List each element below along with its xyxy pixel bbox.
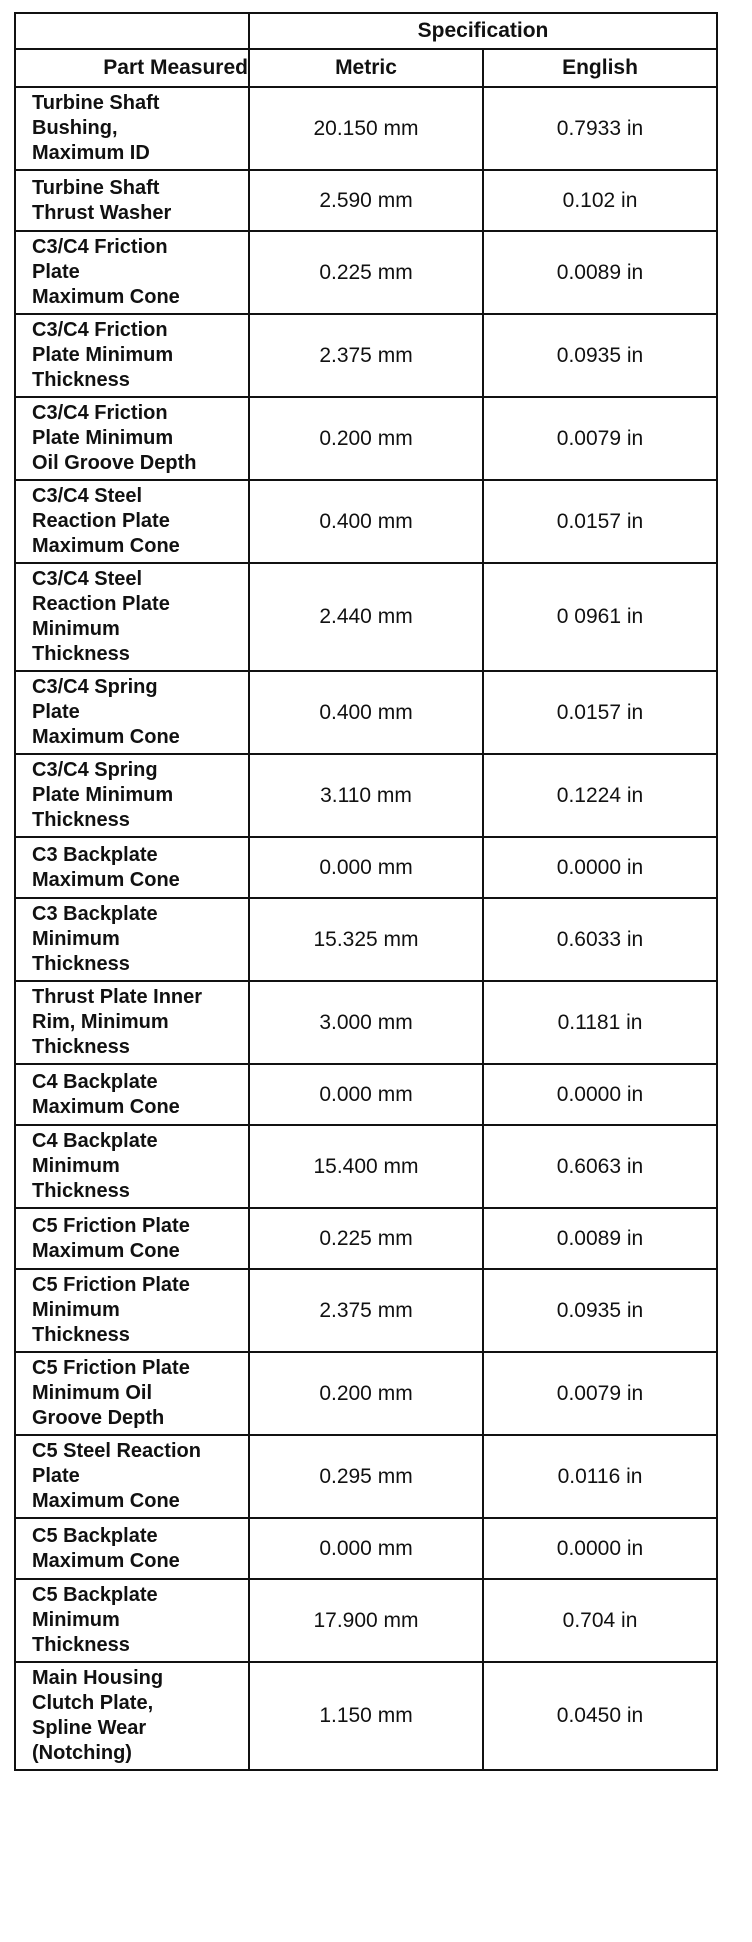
part-measured-cell: C3/C4 Friction Plate Minimum Thickness (15, 314, 249, 397)
part-measured-cell: C3 Backplate Minimum Thickness (15, 898, 249, 981)
english-value-cell: 0.0000 in (483, 1518, 717, 1579)
metric-value-cell: 3.110 mm (249, 754, 483, 837)
english-value-cell: 0.6063 in (483, 1125, 717, 1208)
english-value-cell: 0.0089 in (483, 1208, 717, 1269)
part-measured-cell: C5 Friction Plate Maximum Cone (15, 1208, 249, 1269)
part-measured-cell: C3/C4 Steel Reaction Plate Maximum Cone (15, 480, 249, 563)
table-row (15, 1269, 717, 1352)
metric-value-cell: 0.000 mm (249, 837, 483, 898)
part-measured-cell: C3/C4 Friction Plate Minimum Oil Groove Depth (15, 397, 249, 480)
metric-value-cell: 15.325 mm (249, 898, 483, 981)
english-value-cell: 0.0079 in (483, 397, 717, 480)
table-row (15, 231, 717, 314)
metric-value-cell: 20.150 mm (249, 87, 483, 170)
metric-value-cell: 3.000 mm (249, 981, 483, 1064)
english-value-cell: 0.0157 in (483, 671, 717, 754)
metric-value-cell: 2.590 mm (249, 170, 483, 231)
metric-value-cell: 0.000 mm (249, 1064, 483, 1125)
table-row (15, 981, 717, 1064)
english-value-cell: 0.0089 in (483, 231, 717, 314)
metric-value-cell: 2.440 mm (249, 563, 483, 671)
table-row (15, 397, 717, 480)
part-measured-cell: C4 Backplate Maximum Cone (15, 1064, 249, 1125)
table-row (15, 898, 717, 981)
english-value-cell: 0.0450 in (483, 1662, 717, 1770)
part-measured-cell: C5 Backplate Maximum Cone (15, 1518, 249, 1579)
header-empty-cell (15, 13, 249, 49)
specification-table (14, 12, 718, 1771)
table-row (15, 754, 717, 837)
english-value-cell: 0.0935 in (483, 1269, 717, 1352)
metric-value-cell: 0.225 mm (249, 1208, 483, 1269)
metric-value-cell: 0.200 mm (249, 1352, 483, 1435)
part-measured-cell: C5 Friction Plate Minimum Oil Groove Depth (15, 1352, 249, 1435)
metric-value-cell: 0.200 mm (249, 397, 483, 480)
part-measured-cell: C3/C4 Friction Plate Maximum Cone (15, 231, 249, 314)
table-row (15, 1125, 717, 1208)
part-measured-cell: Turbine Shaft Bushing, Maximum ID (15, 87, 249, 170)
part-measured-cell: C5 Friction Plate Minimum Thickness (15, 1269, 249, 1352)
part-measured-cell: C3/C4 Steel Reaction Plate Minimum Thickness (15, 563, 249, 671)
english-value-cell: 0.704 in (483, 1579, 717, 1662)
english-value-cell: 0.102 in (483, 170, 717, 231)
english-value-cell: 0.0000 in (483, 837, 717, 898)
table-row (15, 1352, 717, 1435)
english-value-cell: 0.0079 in (483, 1352, 717, 1435)
part-measured-cell: C5 Backplate Minimum Thickness (15, 1579, 249, 1662)
part-measured-cell: Main Housing Clutch Plate, Spline Wear (Notching) (15, 1662, 249, 1770)
table-header (15, 13, 717, 87)
part-measured-cell: C4 Backplate Minimum Thickness (15, 1125, 249, 1208)
english-value-cell: 0.7933 in (483, 87, 717, 170)
metric-value-cell: 2.375 mm (249, 314, 483, 397)
part-measured-cell: Turbine Shaft Thrust Washer (15, 170, 249, 231)
english-value-cell: 0.1224 in (483, 754, 717, 837)
english-value-cell: 0.1181 in (483, 981, 717, 1064)
table-row (15, 1064, 717, 1125)
metric-value-cell: 0.225 mm (249, 231, 483, 314)
table-row (15, 563, 717, 671)
english-value-cell: 0.0116 in (483, 1435, 717, 1518)
metric-value-cell: 0.000 mm (249, 1518, 483, 1579)
part-measured-cell: C3/C4 Spring Plate Minimum Thickness (15, 754, 249, 837)
metric-value-cell: 2.375 mm (249, 1269, 483, 1352)
table-row (15, 837, 717, 898)
metric-value-cell: 0.295 mm (249, 1435, 483, 1518)
english-value-cell: 0.0935 in (483, 314, 717, 397)
part-measured-cell: Thrust Plate Inner Rim, Minimum Thickness (15, 981, 249, 1064)
table-row (15, 480, 717, 563)
metric-value-cell: 0.400 mm (249, 480, 483, 563)
metric-header: Metric (249, 49, 483, 87)
part-measured-header: Part Measured (15, 49, 249, 87)
table-row (15, 1518, 717, 1579)
english-value-cell: 0.0157 in (483, 480, 717, 563)
table-row (15, 671, 717, 754)
table-row (15, 1662, 717, 1770)
english-value-cell: 0.6033 in (483, 898, 717, 981)
table-row (15, 314, 717, 397)
part-measured-cell: C3/C4 Spring Plate Maximum Cone (15, 671, 249, 754)
part-measured-cell: C5 Steel Reaction Plate Maximum Cone (15, 1435, 249, 1518)
specification-header: Specification (249, 13, 717, 49)
metric-value-cell: 1.150 mm (249, 1662, 483, 1770)
english-value-cell: 0 0961 in (483, 563, 717, 671)
table-row (15, 170, 717, 231)
metric-value-cell: 17.900 mm (249, 1579, 483, 1662)
metric-value-cell: 0.400 mm (249, 671, 483, 754)
table-row (15, 1435, 717, 1518)
part-measured-cell: C3 Backplate Maximum Cone (15, 837, 249, 898)
table-body (15, 87, 717, 1770)
table-row (15, 1579, 717, 1662)
english-value-cell: 0.0000 in (483, 1064, 717, 1125)
header-row-group (15, 13, 717, 49)
header-row-columns (15, 49, 717, 87)
table-row (15, 87, 717, 170)
english-header: English (483, 49, 717, 87)
metric-value-cell: 15.400 mm (249, 1125, 483, 1208)
table-row (15, 1208, 717, 1269)
